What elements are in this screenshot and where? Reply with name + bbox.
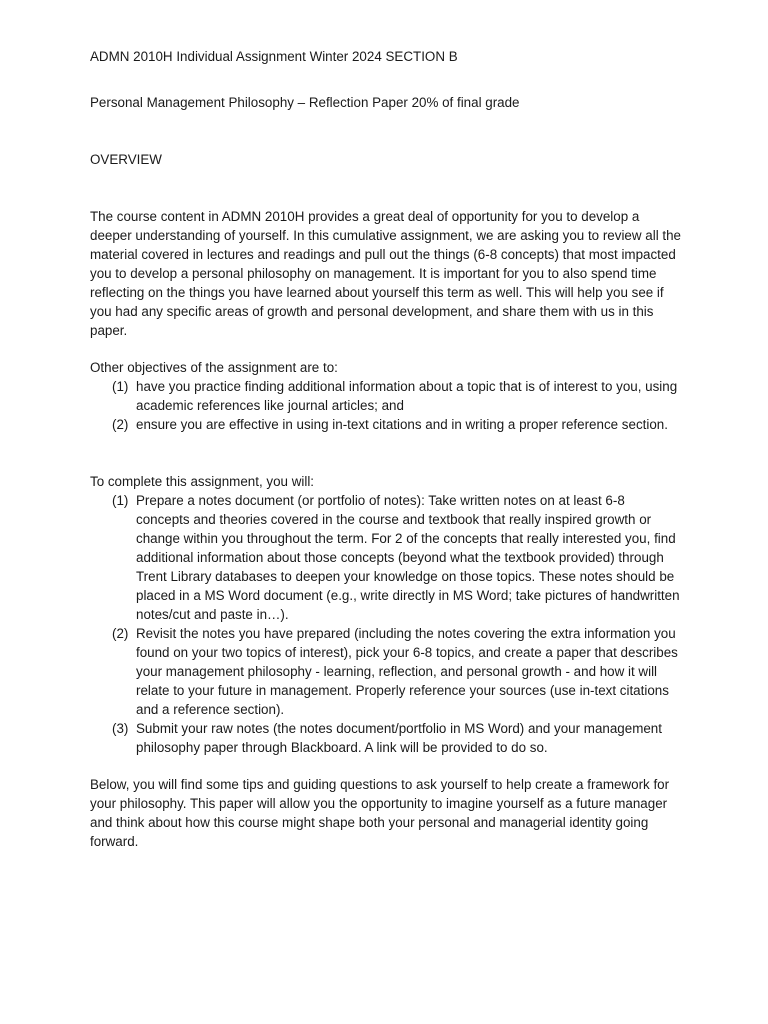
objectives-list [90,377,682,434]
list-number: (2) [112,626,129,641]
overview-heading: OVERVIEW [90,152,162,167]
list-item [90,415,682,434]
list-text: have you practice finding additional information about a topic that is of interest to you, using academic references like journal articles; and [136,379,678,413]
list-text: ensure you are effective in using in-text citations and in writing a proper reference section. [136,417,668,432]
list-text: Submit your raw notes (the notes document/portfolio in MS Word) and your management philosophy paper through Blackboard. A link will be provided to do so. [136,721,662,755]
steps-list [90,491,682,757]
objectives-section [90,358,682,434]
list-text: Prepare a notes document (or portfolio of notes): Take written notes on at least 6-8 concepts and theories covered in the course and textbook that really inspired growth or change within you throughout the term. For 2 of the concepts that really interested you, find additional information about those concepts (beyond what the textbook provided) through Trent Library databases to deepen your knowledge on those topics. These notes should be placed in a MS Word document (e.g., write directly in MS Word; take pictures of handwritten notes/cut and paste in…). [136,493,680,622]
list-item [90,719,682,757]
overview-paragraph: The course content in ADMN 2010H provides a great deal of opportunity for you to develop a deeper understanding of yourself. In this cumulative assignment, we are asking you to review all the material covered in lectures and readings and pull out the things (6-8 concepts) that most impacted you to develop a personal philosophy on management. It is important for you to also spend time reflecting on the things you have learned about yourself this term as well. This will help you see if you had any specific areas of growth and personal development, and share them with us in this paper. [90,209,681,338]
list-number: (3) [112,721,129,736]
steps-section [90,472,682,757]
list-item [90,624,682,719]
list-number: (2) [112,417,129,432]
list-item [90,377,682,415]
list-item [90,491,682,624]
course-line: ADMN 2010H Individual Assignment Winter 2024 SECTION B [90,49,458,64]
list-number: (1) [112,379,129,394]
title-line: Personal Management Philosophy – Reflection Paper 20% of final grade [90,95,520,110]
objectives-lead: Other objectives of the assignment are to: [90,360,338,375]
closing-paragraph: Below, you will find some tips and guiding questions to ask yourself to help create a framework for your philosophy. This paper will allow you the opportunity to imagine yourself as a future manager and think about how this course might shape both your personal and managerial identity going forward. [90,777,670,849]
steps-lead: To complete this assignment, you will: [90,474,315,489]
list-number: (1) [112,493,129,508]
list-text: Revisit the notes you have prepared (including the notes covering the extra information you found on your two topics of interest), pick your 6-8 topics, and create a paper that describes your management philosophy - learning, reflection, and personal growth - and how it will relate to your future in management. Properly reference your sources (use in-text citations and a reference section). [136,626,678,717]
